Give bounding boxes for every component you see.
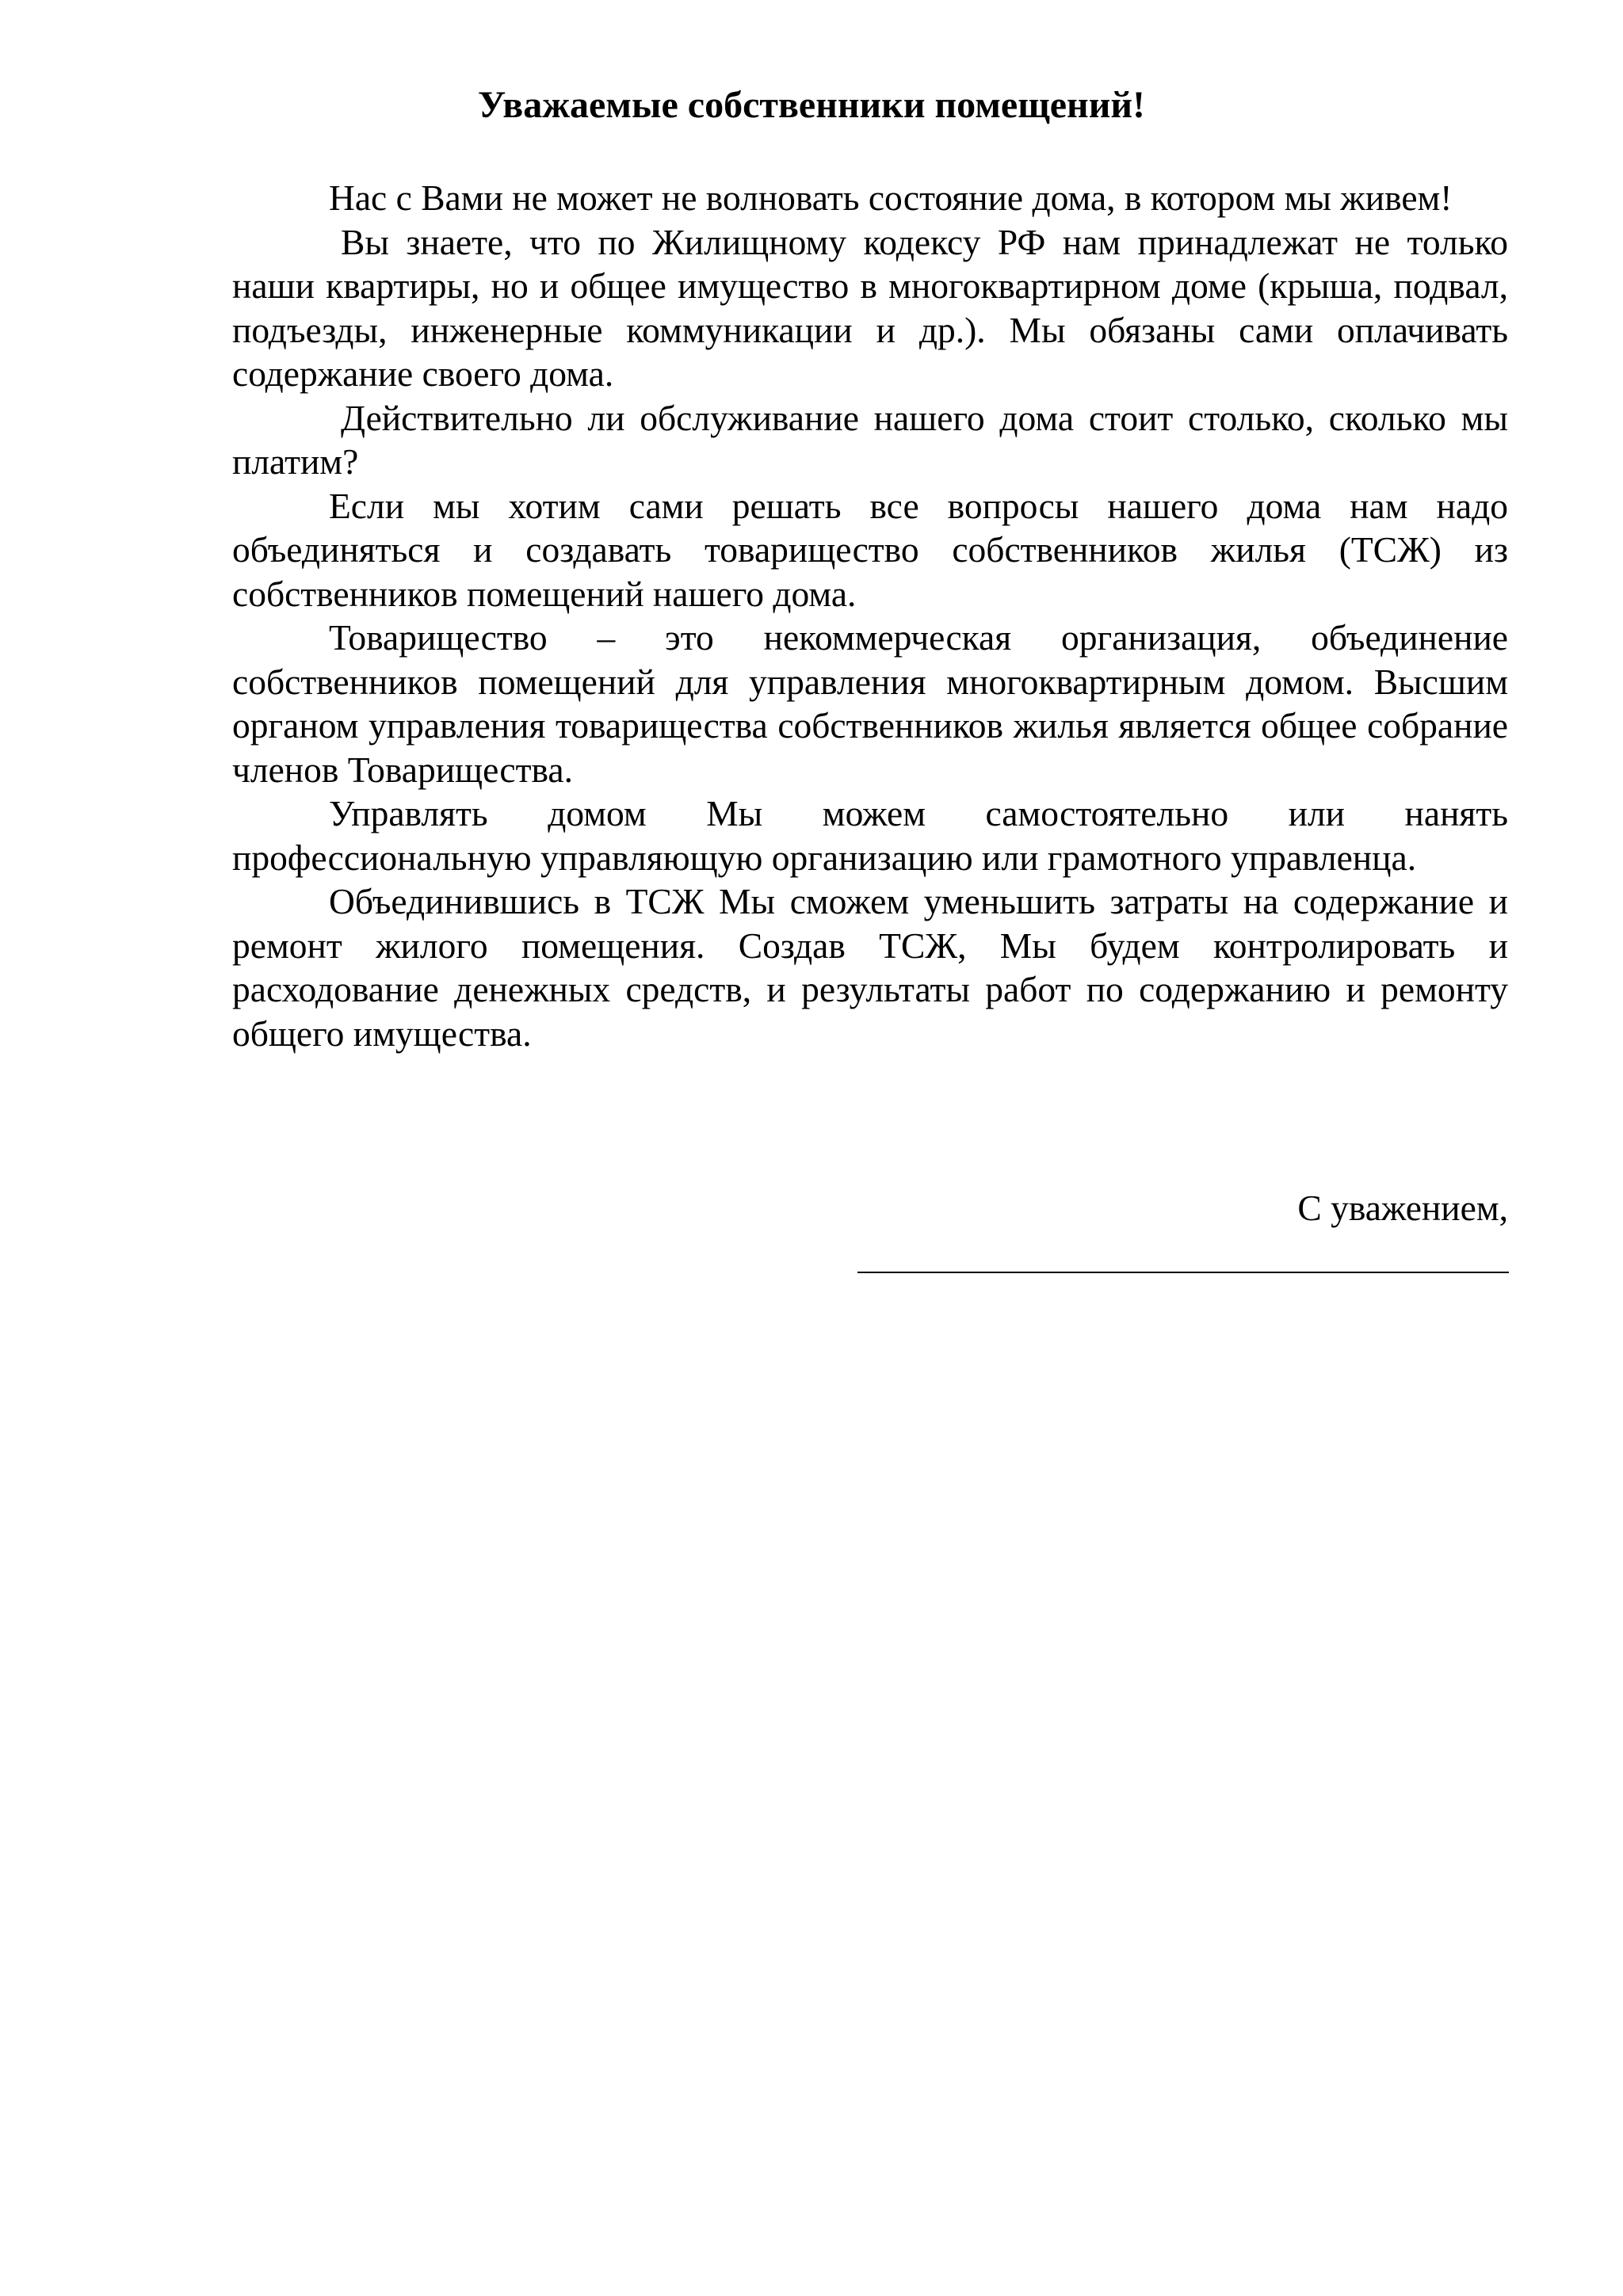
closing-phrase: С уважением, [1297,1188,1508,1228]
paragraph-6: Управлять домом Мы можем самостоятельно или нанять профессиональную управляющую организацию или грамотного управленца. [232,793,1508,878]
paragraph-3: Действительно ли обслуживание нашего дома стоит столько, сколько мы платим? [232,397,1508,482]
paragraph-4: Если мы хотим сами решать все вопросы нашего дома нам надо объединяться и создавать товарищество собственников жилья (ТСЖ) из собственников помещений нашего дома. [232,485,1508,614]
paragraph-1: Нас с Вами не может не волновать состояние дома, в котором мы живем! [329,177,1453,218]
paragraph-2: Вы знаете, что по Жилищному кодексу РФ нам принадлежат не только наши квартиры, но и общее имущество в многоквартирном доме (крыша, подвал, подъезды, инженерные коммуникации и др.). Мы обязаны сами оплачивать содержание своего дома. [232,221,1508,394]
paragraph-7: Объединившись в ТСЖ Мы сможем уменьшить затраты на содержание и ремонт жилого помещения. Создав ТСЖ, Мы будем контролировать и расходование денежных средств, и результаты работ по содержанию и ремонту общего имущества. [232,881,1508,1054]
paragraph-5: Товарищество – это некоммерческая организация, объединение собственников помещений для управления многоквартирным домом. Высшим органом управления товарищества собственников жилья является общее собрание членов Товарищества. [232,617,1508,790]
signature-line [857,1272,1509,1273]
document-body [232,176,1508,1055]
document-title: Уважаемые собственники помещений! [477,84,1145,126]
